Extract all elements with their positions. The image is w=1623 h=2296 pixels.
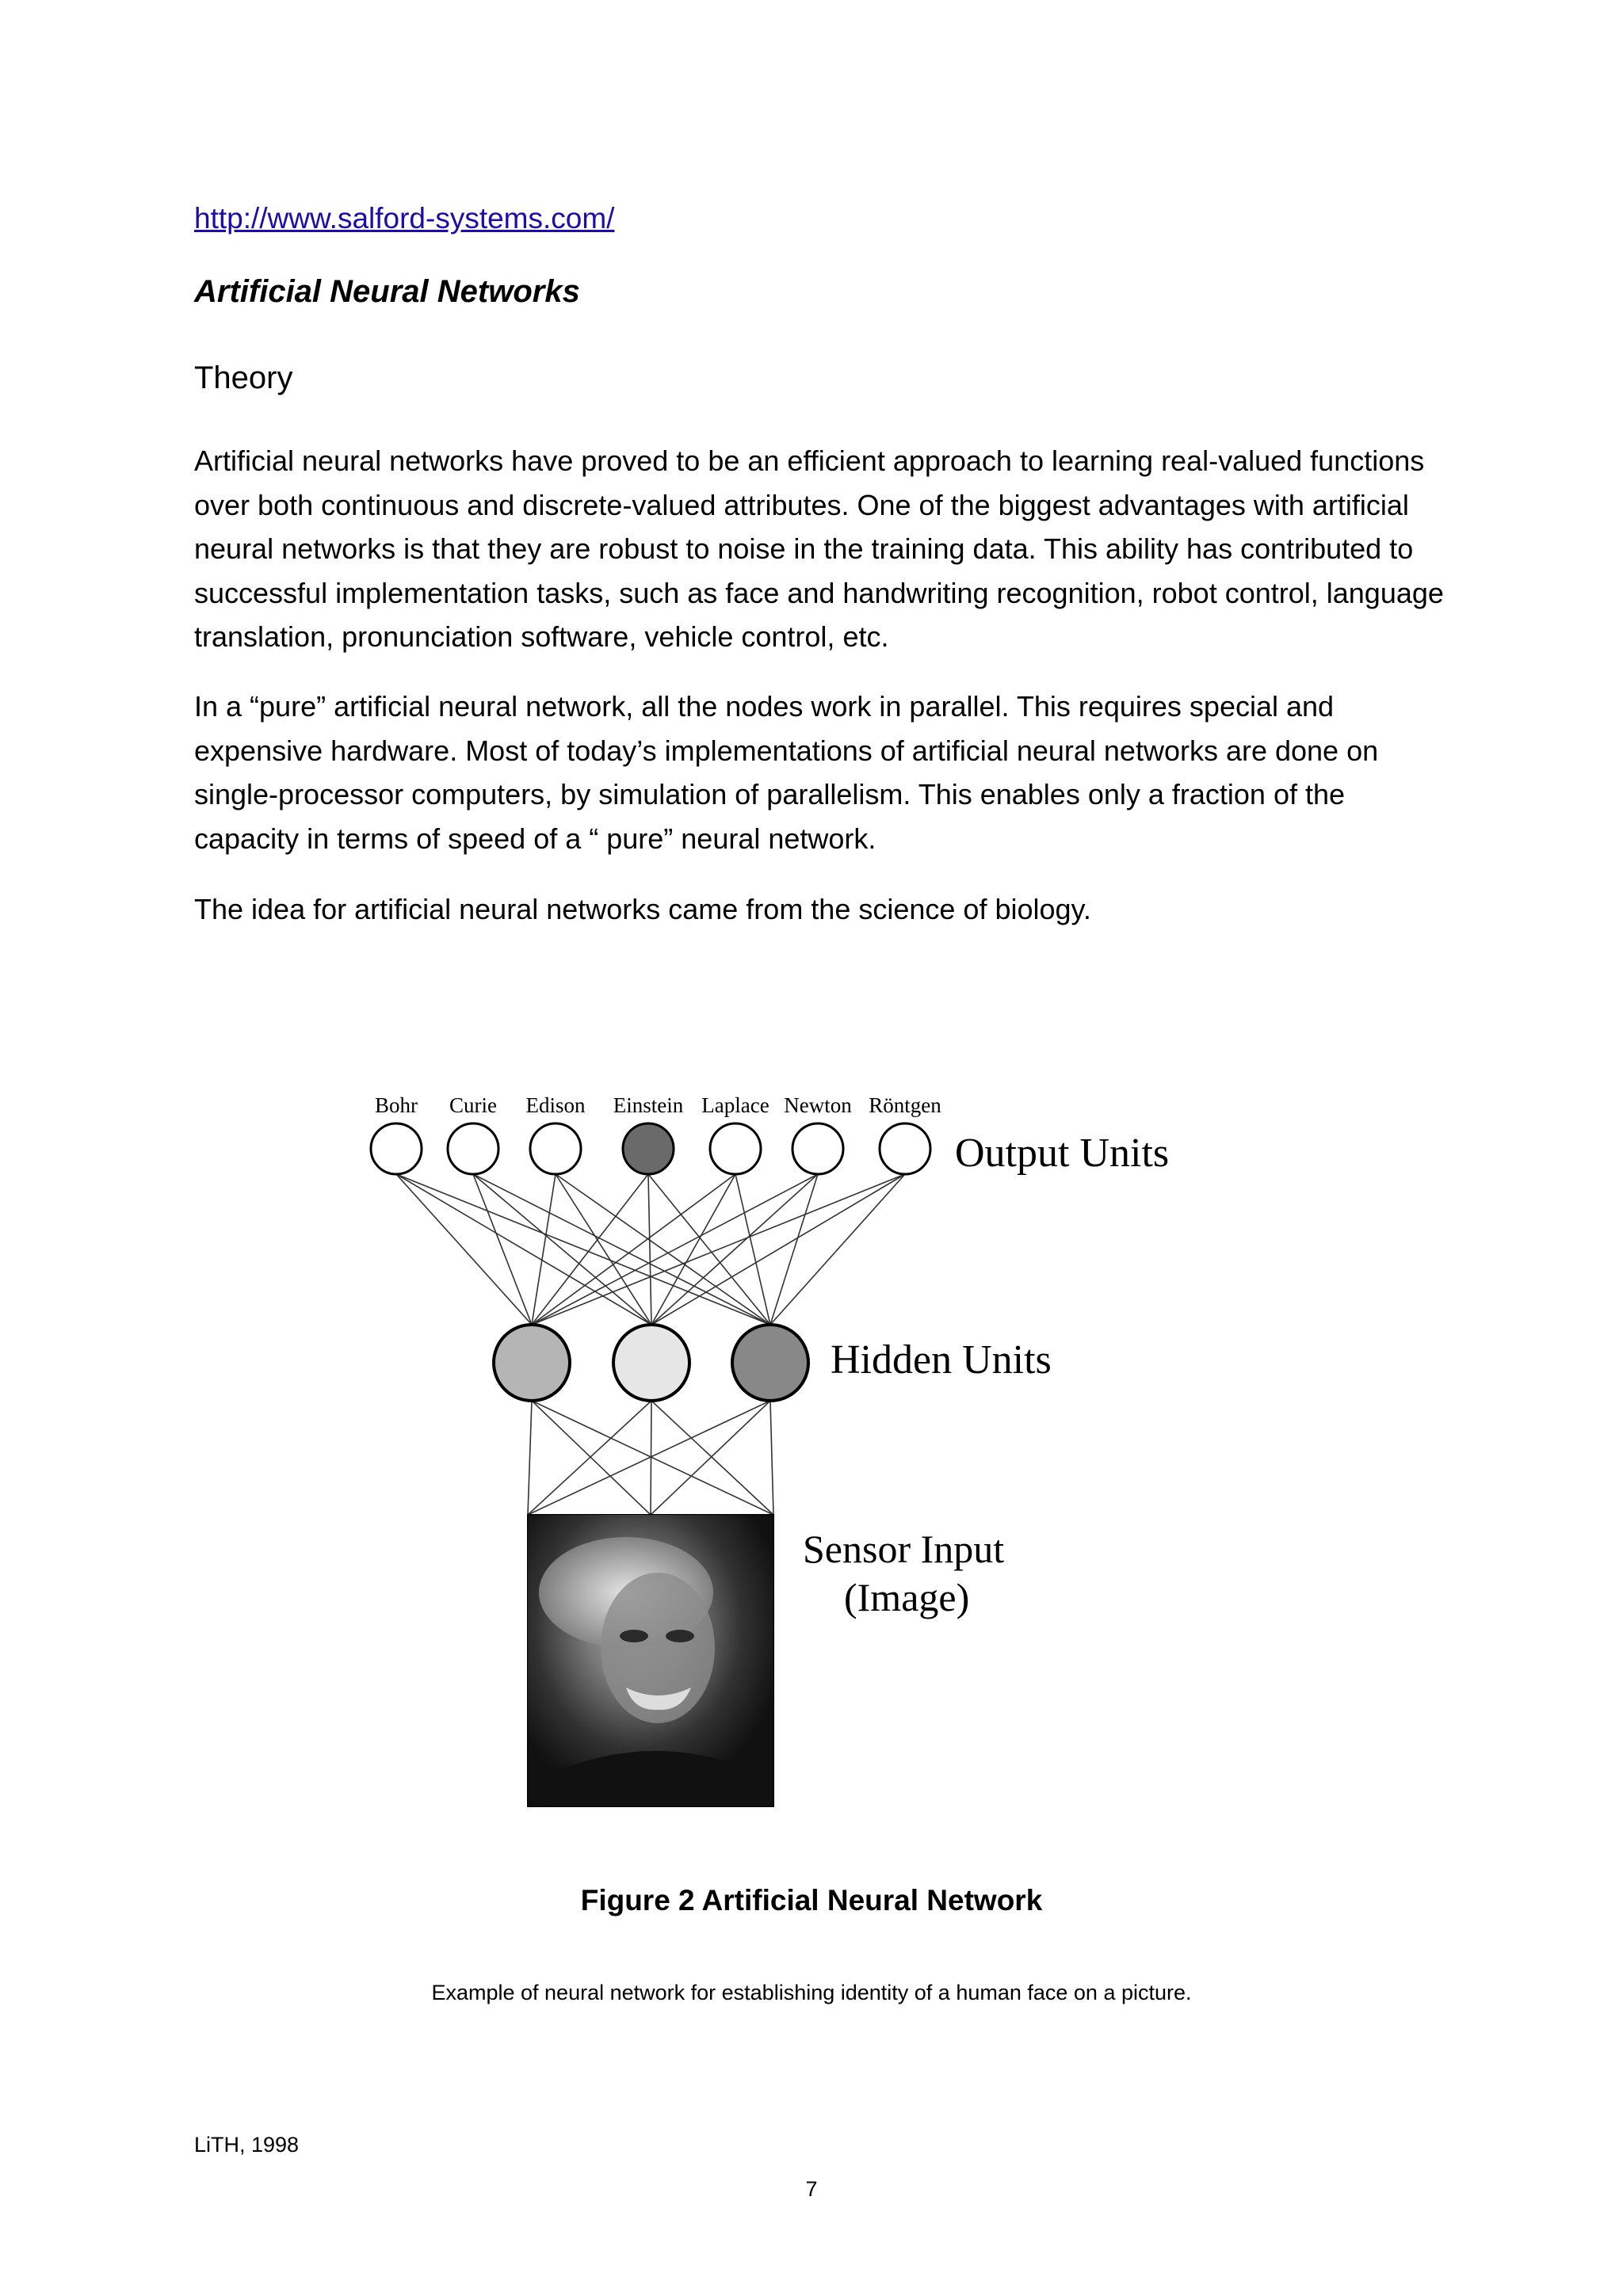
footer-source: LiTH, 1998: [194, 2133, 300, 2157]
neural-network-figure: [0, 1077, 1623, 1822]
output-unit: [880, 1123, 930, 1174]
output-hidden-connection: [651, 1174, 735, 1325]
hidden-units-layer: [494, 1325, 808, 1401]
hidden-input-connection: [528, 1401, 532, 1515]
output-unit-name: Laplace: [701, 1093, 769, 1117]
sensor-input-image: [528, 1515, 773, 1806]
figure-caption: Figure 2 Artificial Neural Network: [580, 1884, 1043, 1917]
output-unit: [792, 1123, 843, 1174]
figure-subcaption: Example of neural network for establishing identity of a human face on a picture.: [431, 1981, 1192, 2004]
output-unit-name: Bohr: [375, 1093, 418, 1117]
output-unit-name: Curie: [449, 1093, 497, 1117]
hidden-unit: [613, 1325, 689, 1401]
output-hidden-connection: [532, 1174, 648, 1325]
hidden-unit: [732, 1325, 808, 1401]
output-hidden-connection: [473, 1174, 770, 1325]
paragraph-3: The idea for artificial neural networks came from the science of biology.: [194, 893, 1091, 925]
output-hidden-connection: [770, 1174, 905, 1325]
page-number: 7: [805, 2177, 818, 2201]
output-hidden-connection: [532, 1174, 818, 1325]
output-unit: [530, 1123, 581, 1174]
paragraph-2: In a “pure” artificial neural network, all the nodes work in parallel. This requires special and expensive hardware. Most of today’s implementations of artificial neural networks are done on single-processor computers, by simulation of parallelism. This enables only a fraction of the capacity in terms of speed of a “ pure” neural network.: [194, 690, 1379, 855]
output-hidden-connection: [648, 1174, 770, 1325]
salford-systems-link[interactable]: http://www.salford-systems.com/: [194, 202, 615, 235]
output-unit-name: Röntgen: [869, 1093, 941, 1117]
hidden-input-connection: [651, 1401, 773, 1515]
output-unit-name: Edison: [525, 1093, 586, 1117]
output-unit-name: Newton: [784, 1093, 852, 1117]
output-unit-name: Einstein: [613, 1093, 684, 1117]
output-unit: [448, 1123, 498, 1174]
output-units-label: Output Units: [955, 1131, 1170, 1176]
paragraph-1: Artificial neural networks have proved to be an efficient approach to learning real-valued functions over both continuous and discrete-valued attributes. One of the biggest advantages with artificial neural networks is that they are robust to noise in the training data. This ability has contributed to successful implementation tasks, such as face and handwriting recognition, robot control, language translation, pronunciation software, vehicle control, etc.: [194, 444, 1444, 653]
output-hidden-connection: [651, 1174, 905, 1325]
output-units-layer: [371, 1093, 941, 1174]
hidden-input-connection: [532, 1401, 773, 1515]
hidden-input-connection: [651, 1401, 770, 1515]
output-unit: [710, 1123, 761, 1174]
output-hidden-connection: [651, 1174, 818, 1325]
section-heading: Artificial Neural Networks: [194, 274, 580, 309]
neural-network-diagram: [0, 1077, 1623, 1822]
output-hidden-connection: [532, 1174, 556, 1325]
sensor-input-label: Sensor Input: [803, 1527, 1005, 1571]
output-unit: [371, 1123, 422, 1174]
hidden-units-label: Hidden Units: [831, 1337, 1052, 1383]
output-hidden-connection: [735, 1174, 770, 1325]
hidden-input-connection: [528, 1401, 770, 1515]
output-hidden-connection: [556, 1174, 651, 1325]
hidden-unit: [494, 1325, 570, 1401]
sensor-input-sublabel: (Image): [844, 1575, 970, 1619]
output-hidden-connection: [396, 1174, 532, 1325]
output-hidden-connection: [648, 1174, 651, 1325]
subsection-heading: Theory: [194, 360, 293, 395]
output-hidden-connection: [396, 1174, 651, 1325]
hidden-input-connection: [770, 1401, 773, 1515]
output-unit: [623, 1123, 674, 1174]
output-hidden-connection: [396, 1174, 770, 1325]
